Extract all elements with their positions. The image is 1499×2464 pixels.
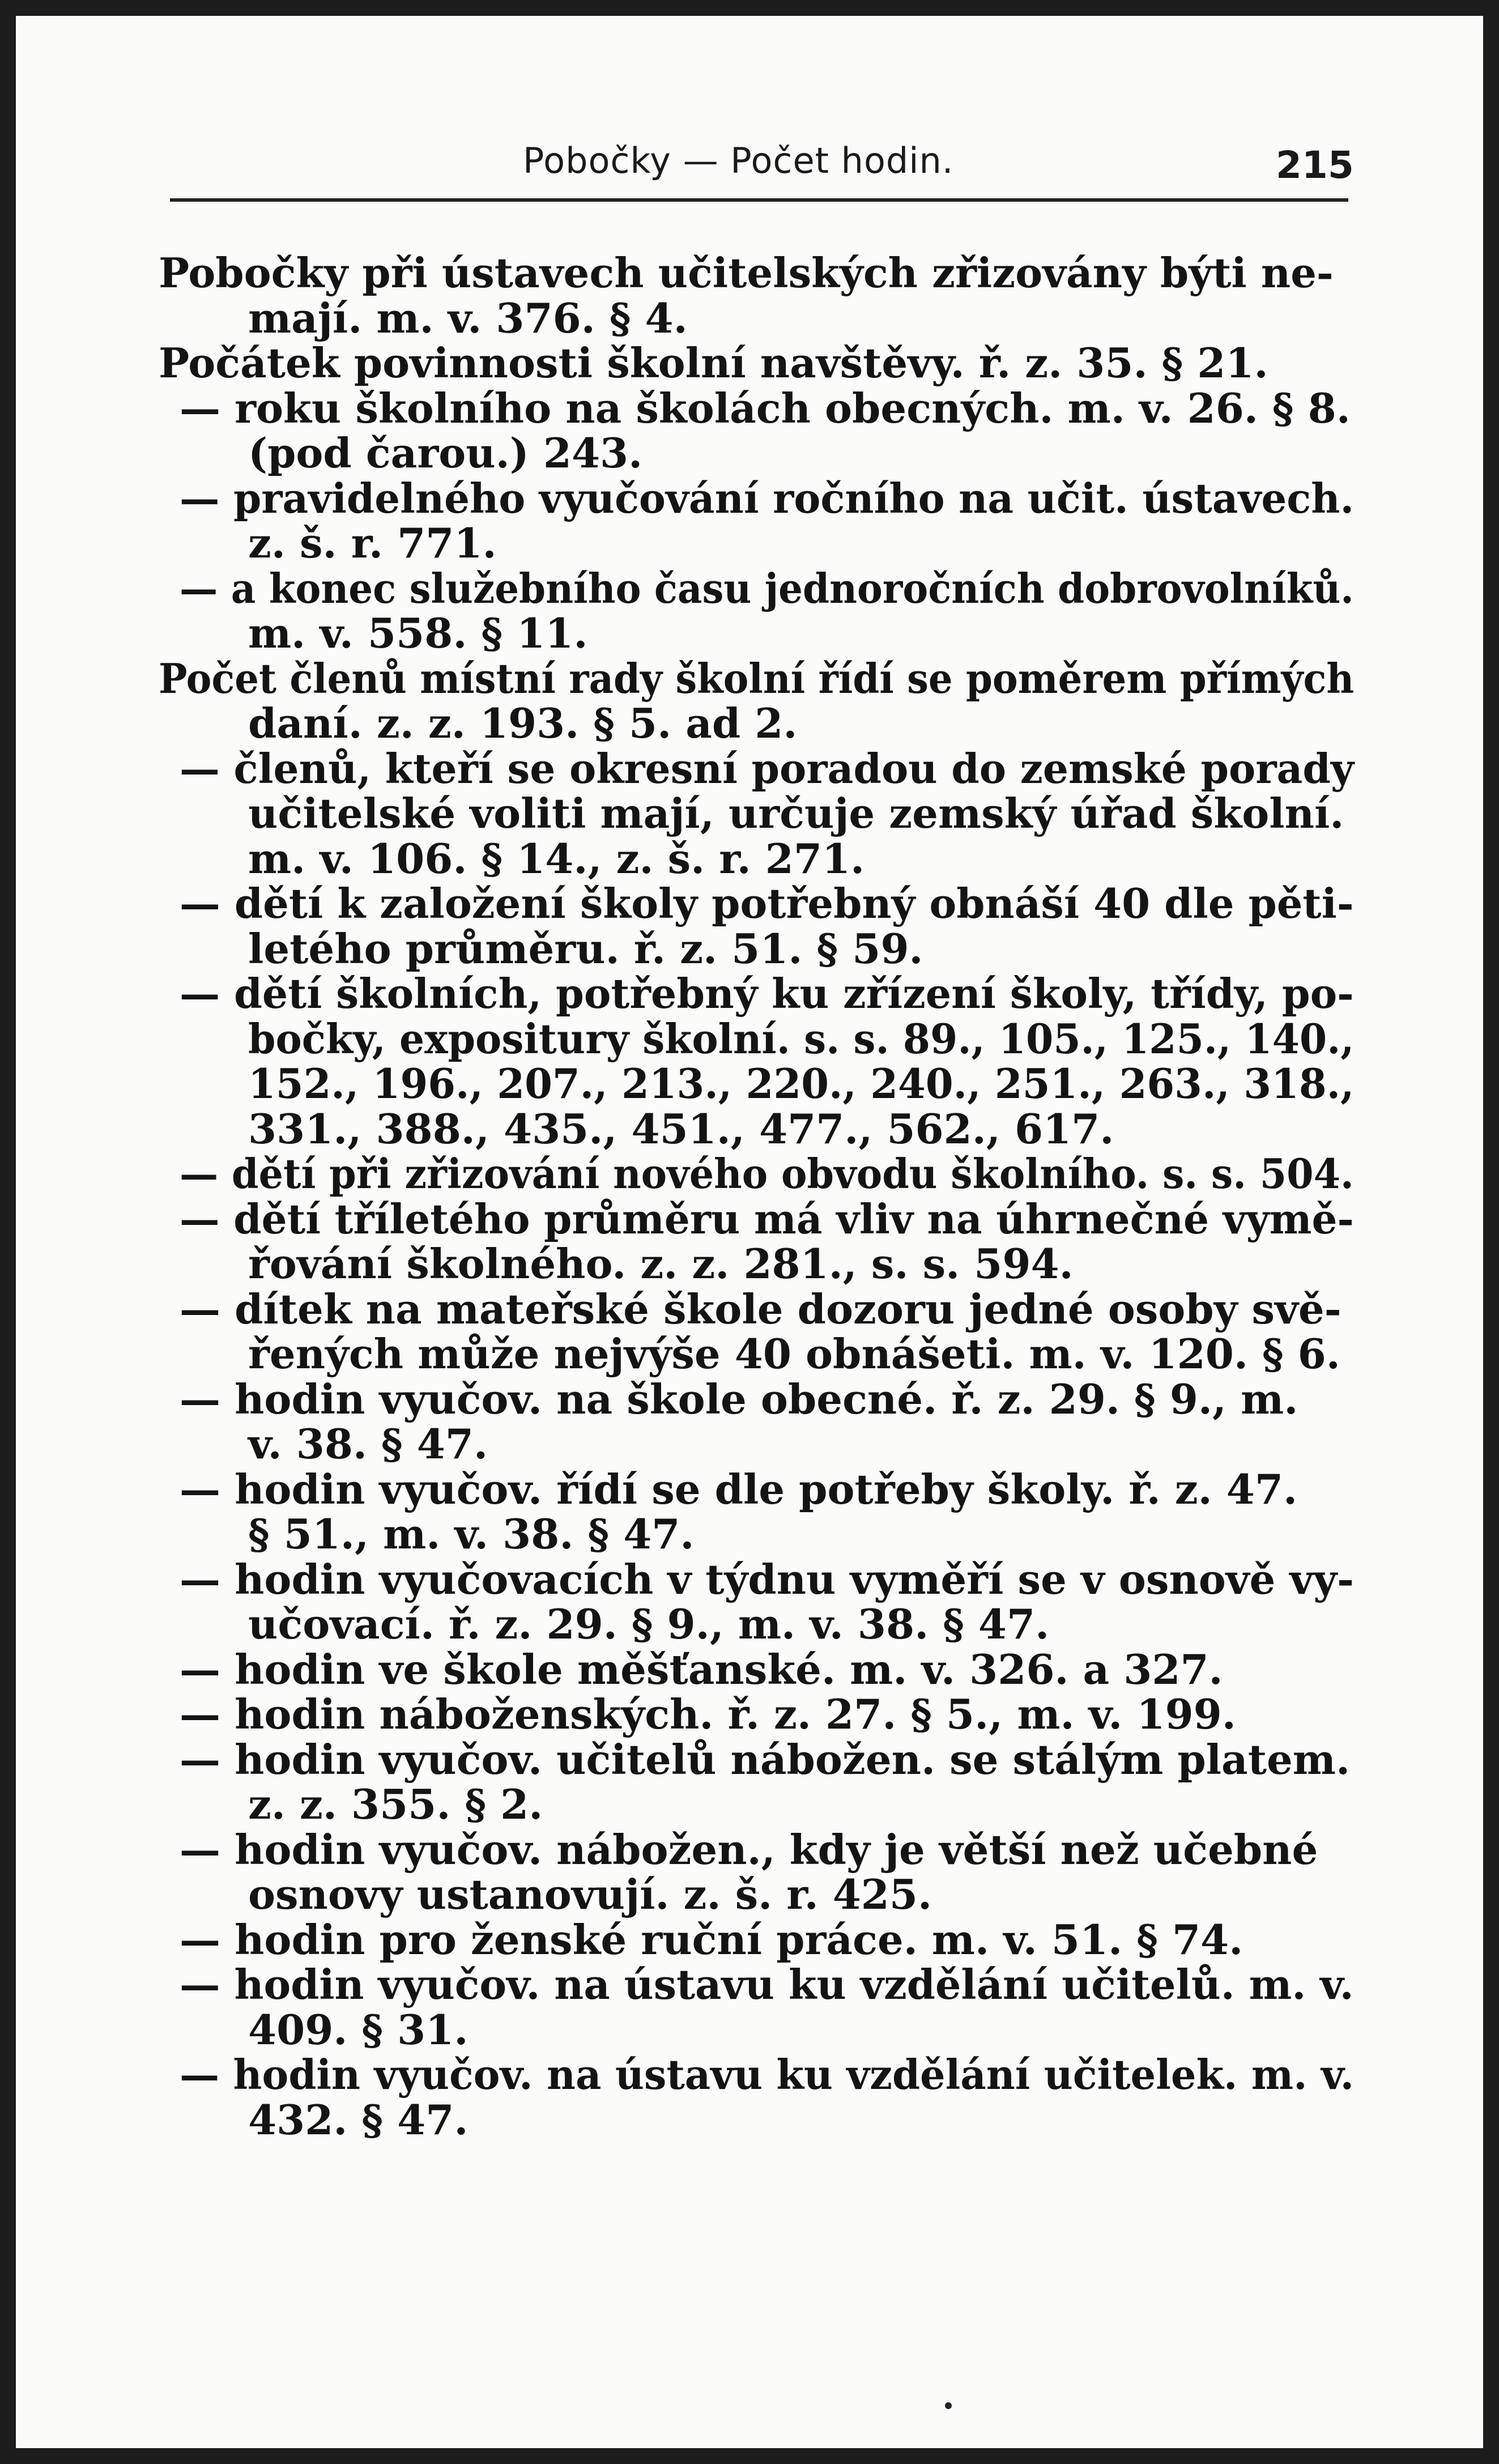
index-entry-continuation: (pod čarou.) 243. <box>248 429 643 477</box>
index-line <box>17 656 1482 701</box>
index-entry-continuation: mají. m. v. 376. § 4. <box>248 293 688 342</box>
index-subentry: — hodin vyučov. na škole obecné. ř. z. 29. § 9., m. <box>180 1374 1298 1423</box>
index-line <box>17 1647 1482 1692</box>
index-line <box>17 1241 1482 1287</box>
book-page <box>17 17 1482 2447</box>
index-subentry: — hodin ve škole měšťanské. m. v. 326. a 327. <box>180 1645 1223 1693</box>
index-line <box>17 1782 1482 1827</box>
index-line <box>17 881 1482 926</box>
index-line <box>17 476 1482 521</box>
index-line <box>17 1331 1482 1377</box>
index-line <box>17 926 1482 972</box>
index-entries <box>17 250 1482 2142</box>
index-line <box>17 250 1482 296</box>
index-subentry: — a konec služebního času jednoročních dobrovolníků. <box>180 564 1354 612</box>
index-line <box>17 791 1482 836</box>
index-entry-continuation: osnovy ustanovují. z. š. r. 425. <box>248 1870 932 1918</box>
index-line <box>17 746 1482 791</box>
header-rule <box>170 198 1348 202</box>
index-line <box>17 2097 1482 2143</box>
index-line <box>17 1374 1482 1423</box>
index-entry-continuation: učovací. ř. z. 29. § 9., m. v. 38. § 47. <box>248 1600 1050 1648</box>
index-line <box>17 1692 1482 1737</box>
index-line <box>17 1962 1482 2007</box>
index-line <box>17 386 1482 431</box>
index-entry-continuation: bočky, expositury školní. s. s. 89., 105., 125., 140., <box>248 1014 1355 1063</box>
index-line <box>17 1467 1482 1512</box>
index-line <box>17 2052 1482 2097</box>
index-line <box>17 1284 1482 1333</box>
index-entry-continuation: v. 38. § 47. <box>248 1420 488 1468</box>
index-entry-continuation: letého průměru. ř. z. 51. § 59. <box>248 924 923 973</box>
index-line <box>17 1737 1482 1782</box>
index-line <box>17 1104 1482 1153</box>
index-line <box>17 1512 1482 1557</box>
index-entry-continuation: řených může nejvýše 40 obnášeti. m. v. 120. § 6. <box>248 1330 1340 1378</box>
index-entry-continuation: m. v. 558. § 11. <box>248 609 588 657</box>
index-subentry: — hodin vyučov. na ústavu ku vzdělání učitelů. m. v. <box>180 1960 1354 2008</box>
index-subentry: — hodin vyučovacích v týdnu vyměří se v osnově vy- <box>180 1555 1354 1603</box>
index-line <box>17 1872 1482 1917</box>
index-line <box>17 1016 1482 1062</box>
printing-speck <box>945 2402 952 2409</box>
index-line <box>17 1827 1482 1873</box>
index-line <box>17 836 1482 882</box>
index-entry-continuation: 432. § 47. <box>248 2095 469 2144</box>
index-entry-continuation: daní. z. z. 193. § 5. ad 2. <box>248 699 798 747</box>
index-subentry: — dětí k založení školy potřebný obnáší 40 dle pěti- <box>180 879 1354 927</box>
index-subentry: — hodin vyučov. učitelů nábožen. se stálým platem. <box>180 1735 1351 1784</box>
index-subentry: — členů, kteří se okresní poradou do zemské porady <box>180 744 1355 793</box>
index-line <box>17 293 1482 342</box>
index-line <box>17 1917 1482 1963</box>
index-subentry: — pravidelného vyučování ročního na učit. ústavech. <box>180 474 1355 522</box>
index-line <box>17 521 1482 566</box>
index-line <box>17 1422 1482 1467</box>
running-title: Pobočky — Počet hodin. <box>523 140 954 181</box>
index-subentry: — hodin pro ženské ruční práce. m. v. 51. § 74. <box>180 1915 1244 1964</box>
index-line <box>17 566 1482 611</box>
index-entry-continuation: řování školného. z. z. 281., s. s. 594. <box>248 1240 1074 1288</box>
index-line <box>17 431 1482 476</box>
index-line <box>17 1602 1482 1647</box>
index-line <box>17 1061 1482 1107</box>
index-entry-continuation: m. v. 106. § 14., z. š. r. 271. <box>248 834 865 883</box>
index-subentry: — dětí při zřizování nového obvodu školního. s. s. 504. <box>180 1150 1354 1198</box>
index-entry-continuation: § 51., m. v. 38. § 47. <box>248 1510 695 1558</box>
index-subentry: — dětí školních, potřebný ku zřízení školy, třídy, po- <box>180 969 1354 1018</box>
index-entry-headword: Pobočky při ústavech učitelských zřizovány býti ne- <box>159 249 1334 297</box>
index-line <box>17 1557 1482 1602</box>
index-subentry: — hodin vyučov. nábožen., kdy je větší než učebné <box>180 1825 1318 1874</box>
page-number: 215 <box>1276 143 1354 187</box>
index-entry-continuation: učitelské voliti mají, určuje zemský úřad školní. <box>248 789 1344 837</box>
index-entry-headword: Počátek povinnosti školní navštěvy. ř. z. 35. § 21. <box>159 339 1268 387</box>
index-entry-headword: Počet členů místní rady školní řídí se poměrem přímých <box>159 654 1355 703</box>
index-subentry: — dětí tříletého průměru má vliv na úhrnečné vymě- <box>180 1194 1354 1243</box>
index-line <box>17 701 1482 746</box>
index-entry-continuation: z. š. r. 771. <box>248 519 497 567</box>
index-line <box>17 1194 1482 1243</box>
index-entry-continuation: 152., 196., 207., 213., 220., 240., 251., 263., 318., <box>248 1059 1355 1108</box>
index-subentry: — hodin náboženských. ř. z. 27. § 5., m. v. 199. <box>180 1690 1236 1738</box>
index-line <box>17 2007 1482 2053</box>
index-subentry: — roku školního na školách obecných. m. v. 26. § 8. <box>180 384 1351 432</box>
index-subentry: — hodin vyučov. na ústavu ku vzdělání učitelek. m. v. <box>180 2050 1355 2099</box>
index-entry-continuation: 331., 388., 435., 451., 477., 562., 617. <box>248 1104 1114 1153</box>
index-line <box>17 1151 1482 1197</box>
index-subentry: — dítek na mateřské škole dozoru jedné osoby svě- <box>180 1284 1342 1333</box>
index-entry-continuation: 409. § 31. <box>248 2005 469 2054</box>
index-subentry: — hodin vyučov. řídí se dle potřeby školy. ř. z. 47. <box>180 1465 1298 1513</box>
index-entry-continuation: z. z. 355. § 2. <box>248 1780 543 1828</box>
index-line <box>17 341 1482 386</box>
index-line <box>17 611 1482 656</box>
running-header <box>17 127 1482 190</box>
index-line <box>17 971 1482 1016</box>
